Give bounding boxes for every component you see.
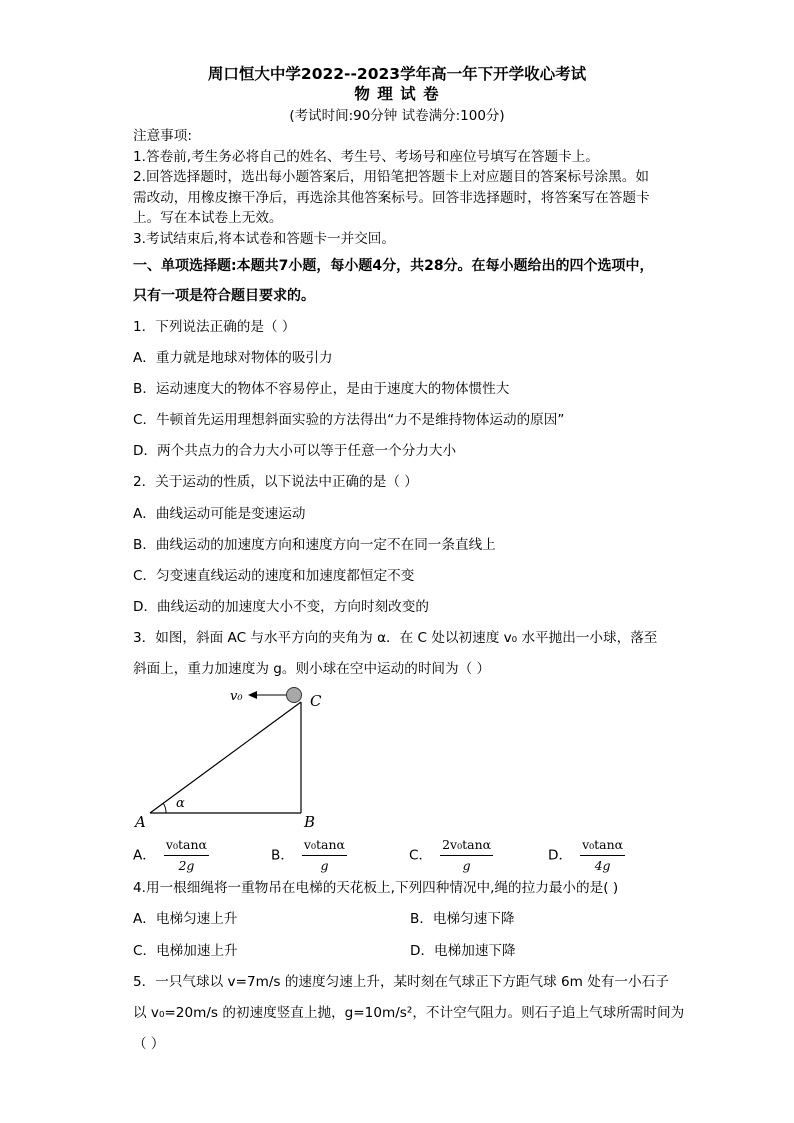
note-line: 1.答卷前,考生务必将自己的姓名、考生号、考场号和座位号填写在答题卡上。 (133, 149, 599, 165)
note-line: 需改动，用橡皮擦干净后，再选涂其他答案标号。回答非选择题时，将答案写在答题卡 (133, 190, 650, 206)
section-heading: 一、单项选择题:本题共7小题，每小题4分，共28分。在每小题给出的四个选项中， (133, 258, 654, 274)
numerator: v₀tanα (580, 836, 625, 856)
q4-option-a: A．电梯匀速上升 (133, 911, 238, 927)
q3-option-d (548, 836, 625, 875)
fraction (302, 836, 347, 875)
notes-heading: 注意事项: (133, 128, 192, 144)
label-a: A (135, 813, 146, 830)
question-5-line-3: （ ） (133, 1036, 165, 1052)
question-5-line-2: 以 v₀=20m/s 的初速度竖直上抛，g=10m/s²，不计空气阻力。则石子追上气球所需时间为 (133, 1005, 685, 1021)
q1-option-a: A．重力就是地球对物体的吸引力 (133, 350, 333, 366)
subject-title: 物 理 试 卷 (354, 85, 440, 103)
ball (287, 688, 302, 703)
exam-title: 周口恒大中学2022--2023学年高一年下开学收心考试 (207, 65, 587, 83)
angle-arc (163, 803, 166, 813)
note-line: 上。写在本试卷上无效。 (133, 210, 283, 226)
numerator: v₀tanα (164, 836, 209, 856)
fraction (580, 836, 625, 875)
denominator: 2g (178, 858, 195, 873)
q1-option-d: D．两个共点力的合力大小可以等于任意一个分力大小 (133, 443, 457, 459)
q2-option-b: B．曲线运动的加速度方向和速度方向一定不在同一条直线上 (133, 537, 496, 553)
q2-option-d: D．曲线运动的加速度大小不变，方向时刻改变的 (133, 599, 429, 615)
denominator: g (320, 858, 329, 873)
question-1-stem: 1．下列说法正确的是（ ） (133, 319, 296, 335)
q2-option-c: C．匀变速直线运动的速度和加速度都恒定不变 (133, 568, 415, 584)
question-5-line-1: 5．一只气球以 v=7m/s 的速度匀速上升，某时刻在气球正下方距气球 6m 处有一小石子 (133, 974, 669, 990)
q1-option-c: C．牛顿首先运用理想斜面实验的方法得出“力不是维持物体运动的原因” (133, 412, 565, 428)
label-v0: v₀ (230, 689, 243, 704)
q3-option-c (409, 836, 493, 875)
note-line: 2.回答选择题时，选出每小题答案后，用铅笔把答题卡上对应题目的答案标号涂黑。如 (133, 169, 649, 185)
q3-option-a (133, 836, 209, 875)
fraction (440, 836, 493, 875)
q4-option-d: D．电梯加速下降 (410, 943, 516, 959)
q1-option-b: B．运动速度大的物体不容易停止，是由于速度大的物体惯性大 (133, 381, 510, 397)
q4-option-c: C．电梯加速上升 (133, 943, 238, 959)
option-letter: C． (409, 847, 433, 864)
question-3-stem-2: 斜面上，重力加速度为 g。则小球在空中运动的时间为（ ） (133, 661, 491, 677)
incline-line (150, 702, 301, 813)
q3-option-b (271, 836, 347, 875)
exam-info: (考试时间:90分钟 试卷满分:100分) (289, 108, 505, 124)
q2-option-a: A．曲线运动可能是变速运动 (133, 506, 306, 522)
label-alpha: α (176, 796, 185, 811)
question-3-stem-1: 3．如图，斜面 AC 与水平方向的夹角为 α．在 C 处以初速度 v₀ 水平抛出一小球，落至 (133, 630, 658, 646)
numerator: 2v₀tanα (440, 836, 493, 856)
option-letter: D． (548, 847, 573, 864)
question-2-stem: 2．关于运动的性质，以下说法中正确的是（ ） (133, 474, 418, 490)
option-letter: B． (271, 847, 294, 864)
section-heading-cont: 只有一项是符合题目要求的。 (133, 288, 315, 304)
q4-option-b: B．电梯匀速下降 (410, 911, 515, 927)
question-4-stem: 4.用一根细绳将一重物吊在电梯的天花板上,下列四种情况中,绳的拉力最小的是( ) (133, 880, 619, 896)
fraction (164, 836, 209, 875)
denominator: g (462, 858, 471, 873)
label-b: B (304, 813, 316, 830)
note-line: 3.考试结束后,将本试卷和答题卡一并交回。 (133, 231, 395, 247)
numerator: v₀tanα (302, 836, 347, 856)
denominator: 4g (594, 858, 611, 873)
label-c: C (310, 692, 322, 710)
option-letter: A． (133, 847, 156, 864)
arrow-head (248, 691, 257, 699)
incline-diagram (133, 680, 353, 830)
